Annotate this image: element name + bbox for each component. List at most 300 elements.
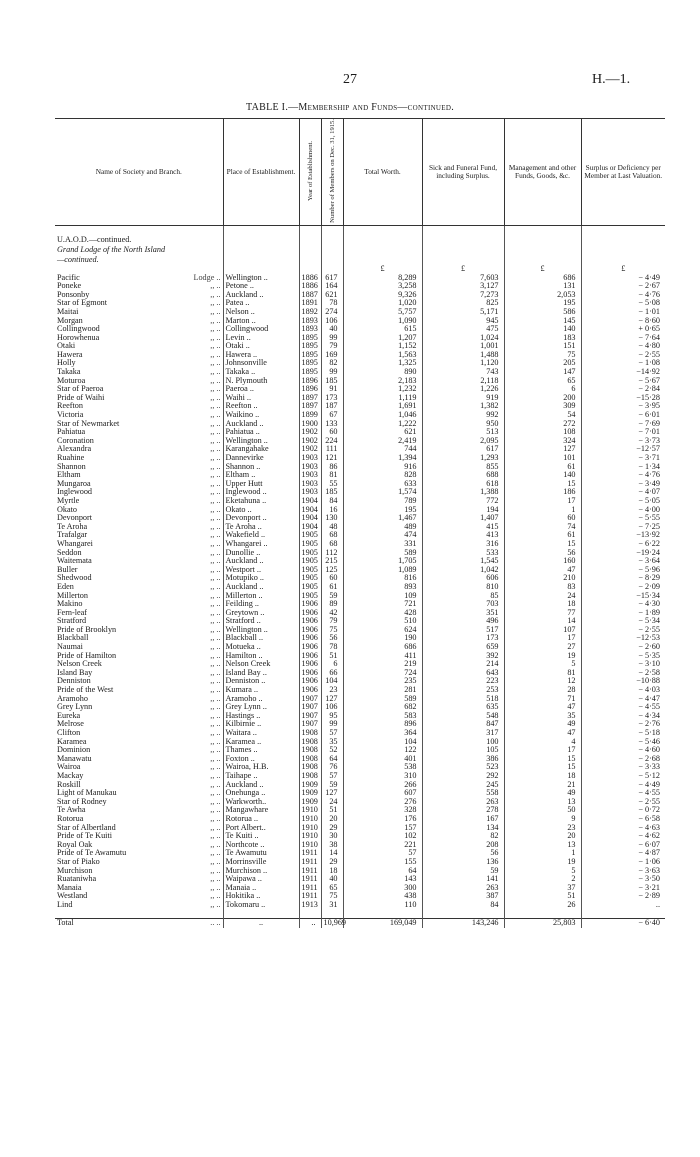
branch-kind: ,, .. [210, 538, 221, 548]
unit-management: £ [504, 265, 581, 274]
branch-name: Devonport [57, 513, 93, 523]
total-worth-cell: 57 [343, 849, 422, 858]
branch-name: Trafalgar [57, 530, 88, 540]
year-cell: 1903 [299, 471, 321, 480]
year-cell: 1906 [299, 669, 321, 678]
sick-funeral-cell: 392 [422, 652, 504, 661]
total-year: .. [299, 919, 321, 928]
members-cell: 65 [321, 884, 343, 893]
members-cell: 23 [321, 686, 343, 695]
branch-name: Pahiatua [57, 427, 86, 437]
branch-name: Star of Egmont [57, 298, 108, 308]
members-cell: 35 [321, 738, 343, 747]
place-cell: Marton .. [223, 317, 299, 326]
members-cell: 24 [321, 798, 343, 807]
management-cell: 195 [504, 299, 581, 308]
surplus-cell: − 2·58 [581, 669, 665, 678]
branch-kind: ,, .. [210, 375, 221, 385]
place-cell: Thames .. [223, 746, 299, 755]
section-heading-row [55, 235, 665, 245]
sick-funeral-cell: 810 [422, 583, 504, 592]
total-worth-cell: 190 [343, 634, 422, 643]
branch-name: Ruataniwha [57, 874, 97, 884]
branch-kind: ,, .. [210, 728, 221, 737]
place-cell: Taihape .. [223, 772, 299, 781]
management-cell: 81 [504, 669, 581, 678]
branch-name-cell [55, 703, 223, 712]
sick-funeral-cell: 59 [422, 867, 504, 876]
place-cell: Tokomaru .. [223, 901, 299, 910]
year-cell: 1895 [299, 342, 321, 351]
total-worth-cell: 195 [343, 506, 422, 515]
place-cell: Motupiko .. [223, 574, 299, 583]
year-cell: 1911 [299, 849, 321, 858]
total-worth-cell: 589 [343, 549, 422, 558]
branch-name: Royal Oak [57, 839, 93, 849]
year-cell: 1905 [299, 557, 321, 566]
total-worth-cell: 428 [343, 609, 422, 618]
management-cell: 140 [504, 325, 581, 334]
branch-name: Moturoa [57, 375, 86, 385]
unit-surplus: £ [581, 265, 665, 274]
branch-kind: ,, .. [210, 513, 221, 523]
sick-funeral-cell: 56 [422, 849, 504, 858]
year-cell: 1895 [299, 368, 321, 377]
management-cell: 75 [504, 351, 581, 360]
branch-kind: ,, .. [210, 367, 221, 377]
management-cell: 205 [504, 359, 581, 368]
place-cell: Karangahake [223, 445, 299, 454]
sick-funeral-cell: 167 [422, 815, 504, 824]
total-worth-cell: 310 [343, 772, 422, 781]
branch-kind: ,, .. [210, 599, 221, 609]
surplus-cell: − 4·80 [581, 342, 665, 351]
members-cell: 125 [321, 566, 343, 575]
members-cell: 60 [321, 574, 343, 583]
place-cell: Te Aroha .. [223, 523, 299, 532]
place-cell: Kilbirnie .. [223, 720, 299, 729]
management-cell: 12 [504, 677, 581, 686]
unit-total-worth: £ [343, 265, 422, 274]
members-cell: 82 [321, 359, 343, 368]
branch-kind: ,, .. [210, 616, 221, 626]
surplus-cell: − 4·49 [581, 274, 665, 283]
place-cell: Auckland .. [223, 420, 299, 429]
members-cell: 106 [321, 703, 343, 712]
total-worth-cell: 1,574 [343, 488, 422, 497]
place-cell: Grey Lynn .. [223, 703, 299, 712]
total-worth-cell: 789 [343, 497, 422, 506]
col-header-place: Place of Establishment. [223, 119, 299, 226]
place-cell: Denniston .. [223, 677, 299, 686]
branch-name: Seddon [57, 547, 82, 557]
surplus-cell: + 0·65 [581, 325, 665, 334]
place-cell: Upper Hutt [223, 480, 299, 489]
members-cell: 20 [321, 815, 343, 824]
place-cell: Waitara .. [223, 729, 299, 738]
header-row [55, 119, 665, 226]
branch-kind: ,, .. [210, 478, 221, 488]
year-cell: 1906 [299, 660, 321, 669]
branch-name-cell [55, 892, 223, 901]
members-cell: 95 [321, 712, 343, 721]
total-worth-cell: 890 [343, 368, 422, 377]
members-cell: 51 [321, 806, 343, 815]
members-cell: 274 [321, 308, 343, 317]
members-cell: 185 [321, 488, 343, 497]
branch-name: Stratford [57, 616, 87, 626]
members-cell: 40 [321, 325, 343, 334]
place-cell: Greytown .. [223, 609, 299, 618]
place-cell: Shannon .. [223, 463, 299, 472]
total-worth-cell: 1,152 [343, 342, 422, 351]
surplus-cell: − 3·49 [581, 480, 665, 489]
place-cell: Murchison .. [223, 867, 299, 876]
sick-funeral-cell: 1,545 [422, 557, 504, 566]
surplus-cell: − 5·08 [581, 299, 665, 308]
surplus-cell: − 6·07 [581, 841, 665, 850]
place-cell: Te Kuiti .. [223, 832, 299, 841]
members-cell: 133 [321, 420, 343, 429]
sick-funeral-cell: 558 [422, 789, 504, 798]
total-label-cell [55, 919, 223, 928]
year-cell: 1903 [299, 488, 321, 497]
management-cell: 37 [504, 884, 581, 893]
management-cell: 272 [504, 420, 581, 429]
total-worth-cell: 1,691 [343, 402, 422, 411]
members-cell: 127 [321, 789, 343, 798]
total-worth-cell: 1,222 [343, 420, 422, 429]
total-worth-cell: 104 [343, 738, 422, 747]
management-cell: 61 [504, 531, 581, 540]
total-place: .. [223, 919, 299, 928]
management-cell: 13 [504, 841, 581, 850]
branch-name: Poneke [57, 281, 82, 291]
place-cell: Nelson .. [223, 308, 299, 317]
year-cell: 1896 [299, 385, 321, 394]
year-cell: 1907 [299, 695, 321, 704]
management-cell: 18 [504, 772, 581, 781]
management-cell: 147 [504, 368, 581, 377]
management-cell: 145 [504, 317, 581, 326]
total-row [55, 919, 665, 928]
management-cell: 27 [504, 643, 581, 652]
branch-name: Nelson Creek [57, 659, 102, 669]
sick-funeral-cell: 5,171 [422, 308, 504, 317]
sick-funeral-cell: 253 [422, 686, 504, 695]
branch-name: Okato [57, 504, 78, 514]
members-cell: 57 [321, 729, 343, 738]
branch-name: Makino [57, 599, 83, 609]
year-cell: 1897 [299, 402, 321, 411]
place-cell: Wellington .. [223, 626, 299, 635]
total-worth-cell: 893 [343, 583, 422, 592]
surplus-cell: − 5·67 [581, 377, 665, 386]
surplus-cell: −19·24 [581, 549, 665, 558]
members-cell: 38 [321, 841, 343, 850]
sick-funeral-cell: 1,293 [422, 454, 504, 463]
table-title-rest: Membership and Funds—continued. [298, 102, 455, 113]
sick-funeral-cell: 523 [422, 763, 504, 772]
total-worth-cell: 621 [343, 428, 422, 437]
members-cell: 164 [321, 282, 343, 291]
place-cell: Okato .. [223, 506, 299, 515]
management-cell: 2 [504, 875, 581, 884]
members-cell: 81 [321, 471, 343, 480]
members-cell: 84 [321, 497, 343, 506]
branch-name: Whangarei [57, 538, 93, 548]
sick-funeral-cell: 82 [422, 832, 504, 841]
sick-funeral-cell: 214 [422, 660, 504, 669]
branch-name: Takaka [57, 367, 81, 377]
management-cell: 6 [504, 385, 581, 394]
surplus-cell: − 2·55 [581, 798, 665, 807]
surplus-cell: − 3·50 [581, 875, 665, 884]
branch-name: Pacific [57, 272, 80, 282]
branch-kind: Lodge .. [193, 272, 221, 282]
sick-funeral-cell: 518 [422, 695, 504, 704]
branch-name: Myrtle [57, 495, 80, 505]
sick-funeral-cell: 743 [422, 368, 504, 377]
sick-funeral-cell: 3,127 [422, 282, 504, 291]
total-worth-cell: 489 [343, 523, 422, 532]
surplus-cell: − 8·60 [581, 317, 665, 326]
year-cell: 1911 [299, 875, 321, 884]
surplus-cell: − 4·76 [581, 291, 665, 300]
place-cell: Waikino .. [223, 411, 299, 420]
col-header-name: Name of Society and Branch. [55, 119, 223, 226]
branch-kind: ,, .. [210, 306, 221, 316]
total-worth-cell: 102 [343, 832, 422, 841]
sick-funeral-cell: 245 [422, 781, 504, 790]
year-cell: 1893 [299, 325, 321, 334]
branch-kind: ,, .. [210, 521, 221, 531]
sick-funeral-cell: 513 [422, 428, 504, 437]
section-continued-row [55, 255, 665, 265]
management-cell: 131 [504, 282, 581, 291]
surplus-cell: .. [581, 901, 665, 910]
management-cell: 2,053 [504, 291, 581, 300]
members-cell: 112 [321, 549, 343, 558]
year-cell: 1905 [299, 574, 321, 583]
branch-name: Ruahine [57, 453, 85, 462]
surplus-cell: −15·28 [581, 394, 665, 403]
total-worth-cell: 916 [343, 463, 422, 472]
total-worth-cell: 266 [343, 781, 422, 790]
sick-funeral-cell: 415 [422, 523, 504, 532]
management-cell: 5 [504, 867, 581, 876]
total-worth-cell: 9,326 [343, 291, 422, 300]
management-cell: 71 [504, 695, 581, 704]
year-cell: 1904 [299, 497, 321, 506]
branch-kind: ,, .. [210, 831, 221, 841]
total-dots: .. .. [210, 918, 221, 928]
place-cell: Motueka .. [223, 643, 299, 652]
branch-kind: ,, .. [210, 702, 221, 712]
branch-name-cell [55, 497, 223, 506]
branch-kind: ,, .. [210, 573, 221, 583]
management-cell: 108 [504, 428, 581, 437]
total-worth-cell: 1,394 [343, 454, 422, 463]
year-cell: 1886 [299, 282, 321, 291]
sick-funeral-cell: 606 [422, 574, 504, 583]
section-continued: —continued. [57, 254, 99, 264]
total-label: Total [57, 918, 74, 928]
year-cell: 1908 [299, 763, 321, 772]
branch-kind: ,, .. [210, 779, 221, 789]
year-cell: 1903 [299, 480, 321, 489]
sick-funeral-cell: 847 [422, 720, 504, 729]
members-cell: 187 [321, 402, 343, 411]
total-worth-cell: 607 [343, 789, 422, 798]
surplus-cell: − 0·72 [581, 806, 665, 815]
year-cell: 1887 [299, 291, 321, 300]
branch-name: Mungaroa [57, 478, 91, 488]
branch-name: Naumai [57, 642, 83, 652]
branch-name-cell [55, 557, 223, 566]
members-cell: 91 [321, 385, 343, 394]
total-worth-cell: 64 [343, 867, 422, 876]
total-worth-cell: 438 [343, 892, 422, 901]
management-cell: 14 [504, 617, 581, 626]
management-cell: 686 [504, 274, 581, 283]
surplus-cell: − 4·55 [581, 789, 665, 798]
page-number: 27 [343, 72, 357, 87]
branch-name: Victoria [57, 410, 84, 420]
management-cell: 77 [504, 609, 581, 618]
surplus-cell: − 2·76 [581, 720, 665, 729]
management-cell: 309 [504, 402, 581, 411]
branch-name-cell [55, 299, 223, 308]
members-cell: 18 [321, 867, 343, 876]
members-cell: 52 [321, 746, 343, 755]
year-cell: 1911 [299, 892, 321, 901]
total-worth-cell: 110 [343, 901, 422, 910]
management-cell: 17 [504, 497, 581, 506]
surplus-cell: − 7·25 [581, 523, 665, 532]
surplus-cell: − 2·55 [581, 626, 665, 635]
year-cell: 1906 [299, 600, 321, 609]
members-cell: 99 [321, 334, 343, 343]
surplus-cell: − 3·95 [581, 402, 665, 411]
total-worth-cell: 583 [343, 712, 422, 721]
place-cell: Auckland .. [223, 557, 299, 566]
branch-name: Shedwood [57, 573, 92, 583]
branch-name: Horowhenua [57, 332, 100, 342]
sick-funeral-cell: 85 [422, 592, 504, 601]
members-cell: 60 [321, 428, 343, 437]
members-cell: 68 [321, 540, 343, 549]
branch-kind: ,, .. [210, 281, 221, 291]
branch-kind: ,, .. [210, 349, 221, 359]
year-cell: 1907 [299, 720, 321, 729]
surplus-cell: − 6·58 [581, 815, 665, 824]
surplus-cell: − 4·76 [581, 471, 665, 480]
year-cell: 1911 [299, 867, 321, 876]
surplus-cell: − 3·21 [581, 884, 665, 893]
surplus-cell: − 4·00 [581, 506, 665, 515]
branch-kind: ,, .. [210, 745, 221, 755]
total-worth-cell: 1,325 [343, 359, 422, 368]
branch-kind: ,, .. [210, 899, 221, 909]
branch-kind: ,, .. [210, 762, 221, 772]
sick-funeral-cell: 208 [422, 841, 504, 850]
members-cell: 6 [321, 660, 343, 669]
col-header-year-text: Year of Establishment. [306, 140, 314, 201]
place-cell: Devonport .. [223, 514, 299, 523]
year-cell: 1909 [299, 781, 321, 790]
total-worth-cell: 235 [343, 677, 422, 686]
place-cell: Westport .. [223, 566, 299, 575]
section-heading: U.A.O.D.—continued. [57, 234, 132, 244]
branch-name-cell [55, 351, 223, 360]
branch-kind: ,, .. [210, 874, 221, 884]
year-cell: 1910 [299, 832, 321, 841]
surplus-cell: − 2·84 [581, 385, 665, 394]
members-cell: 16 [321, 506, 343, 515]
sick-funeral-cell: 945 [422, 317, 504, 326]
place-cell: Wairoa, H.B. [223, 763, 299, 772]
management-cell: 13 [504, 798, 581, 807]
branch-kind: ,, .. [210, 788, 221, 798]
total-worth-cell: 816 [343, 574, 422, 583]
members-cell: 215 [321, 557, 343, 566]
sick-funeral-cell: 141 [422, 875, 504, 884]
surplus-cell: − 4·07 [581, 488, 665, 497]
management-cell: 47 [504, 703, 581, 712]
year-cell: 1905 [299, 549, 321, 558]
place-cell: Warkworth.. [223, 798, 299, 807]
members-cell: 55 [321, 480, 343, 489]
year-cell: 1896 [299, 377, 321, 386]
year-cell: 1907 [299, 703, 321, 712]
members-cell: 67 [321, 411, 343, 420]
management-cell: 83 [504, 583, 581, 592]
branch-name: Te Aroha [57, 521, 88, 531]
year-cell: 1906 [299, 626, 321, 635]
branch-name: Shannon [57, 461, 86, 471]
year-cell: 1911 [299, 884, 321, 893]
members-cell: 29 [321, 824, 343, 833]
surplus-cell: − 7·64 [581, 334, 665, 343]
year-cell: 1900 [299, 420, 321, 429]
place-cell: Inglewood .. [223, 488, 299, 497]
place-cell: Waihi .. [223, 394, 299, 403]
management-cell: 1 [504, 849, 581, 858]
surplus-cell: − 5·46 [581, 738, 665, 747]
total-surplus: − 6·40 [581, 919, 665, 928]
year-cell: 1911 [299, 858, 321, 867]
sick-funeral-cell: 317 [422, 729, 504, 738]
sick-funeral-cell: 825 [422, 299, 504, 308]
total-worth-cell: 1,705 [343, 557, 422, 566]
branch-kind: ,, .. [210, 856, 221, 866]
management-cell: 586 [504, 308, 581, 317]
section-subheading-row [55, 245, 665, 255]
management-cell: 51 [504, 892, 581, 901]
management-cell: 21 [504, 781, 581, 790]
members-cell: 14 [321, 849, 343, 858]
place-cell: Rotorua .. [223, 815, 299, 824]
year-cell: 1910 [299, 841, 321, 850]
members-cell: 29 [321, 858, 343, 867]
unit-sick-funeral: £ [422, 265, 504, 274]
members-cell: 42 [321, 609, 343, 618]
branch-kind: ,, .. [210, 487, 221, 497]
year-cell: 1908 [299, 729, 321, 738]
branch-name: Dominion [57, 745, 91, 755]
year-cell: 1906 [299, 677, 321, 686]
